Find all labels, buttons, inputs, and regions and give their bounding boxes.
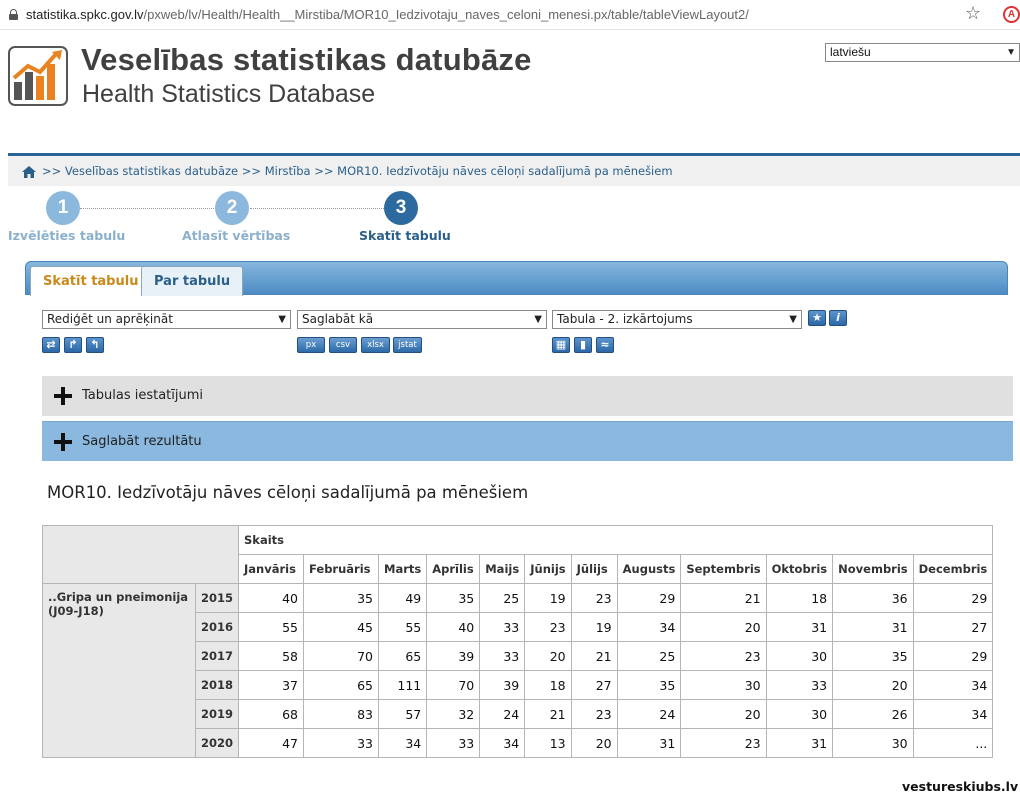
layout-value: Tabula - 2. izkārtojums	[557, 312, 693, 326]
layout-select[interactable]	[552, 310, 802, 329]
value-cell: 65	[379, 642, 427, 671]
value-cell: 33	[766, 671, 833, 700]
value-cell: 55	[239, 613, 304, 642]
line-chart-icon[interactable]: ≈	[596, 337, 614, 353]
value-cell: 34	[480, 729, 525, 758]
table-row	[43, 584, 993, 613]
chevron-down-icon: ▼	[534, 314, 542, 325]
value-cell: 30	[766, 642, 833, 671]
lock-icon	[9, 9, 18, 20]
language-select[interactable]	[825, 43, 1020, 62]
value-cell: 45	[304, 613, 379, 642]
url-path: /pxweb/lv/Health/Health__Mirstiba/MOR10_Iedzivotaju_naves_celoni_menesi.px/table/tableViewLayout2/	[143, 7, 749, 22]
value-cell: 20	[833, 671, 914, 700]
value-cell: 20	[571, 729, 617, 758]
month-header: Marts	[379, 555, 427, 584]
table-settings-accordion[interactable]	[42, 376, 1013, 416]
step-2-label[interactable]: Atlasīt vērtības	[182, 228, 291, 243]
language-value: latviešu	[830, 45, 871, 59]
value-cell: 31	[766, 729, 833, 758]
info-icon[interactable]: i	[829, 310, 847, 326]
breadcrumb-links[interactable]: >> Veselības statistikas datubāze >> Mirstība >> MOR10. Iedzīvotāju nāves cēloņi sadalījumā pa mēnešiem	[42, 164, 673, 178]
year-label: 2016	[196, 613, 239, 642]
value-cell: 35	[427, 584, 480, 613]
value-cell: 58	[239, 642, 304, 671]
watermark: vestureskiubs.lv	[902, 779, 1019, 794]
value-cell: 30	[766, 700, 833, 729]
value-cell: 65	[304, 671, 379, 700]
value-cell: 18	[766, 584, 833, 613]
pivot-counterclockwise-icon[interactable]: ↰	[86, 337, 104, 353]
plus-icon	[54, 433, 72, 451]
value-cell: 24	[617, 700, 681, 729]
value-cell: 21	[571, 642, 617, 671]
save-as-value: Saglabāt kā	[302, 312, 374, 326]
value-cell: 35	[617, 671, 681, 700]
value-cell: 23	[681, 729, 766, 758]
bar-chart-icon[interactable]: ▮	[574, 337, 592, 353]
extension-icon[interactable]: A	[1003, 6, 1020, 23]
value-cell: 23	[571, 584, 617, 613]
save-as-select[interactable]	[297, 310, 547, 329]
browser-address-bar	[0, 0, 1020, 30]
value-cell: 36	[833, 584, 914, 613]
value-cell: 55	[379, 613, 427, 642]
value-cell: 40	[239, 584, 304, 613]
value-cell: 37	[239, 671, 304, 700]
value-cell: 29	[913, 642, 993, 671]
month-header: Jūnijs	[525, 555, 571, 584]
value-cell: 23	[525, 613, 571, 642]
favorite-icon[interactable]: ★	[808, 310, 826, 326]
value-cell: 35	[304, 584, 379, 613]
year-label: 2018	[196, 671, 239, 700]
value-cell: 32	[427, 700, 480, 729]
star-icon[interactable]: ☆	[965, 3, 982, 24]
value-cell: 33	[304, 729, 379, 758]
pivot-icon[interactable]: ⇄	[42, 337, 60, 353]
value-cell: 21	[681, 584, 766, 613]
value-cell: 31	[766, 613, 833, 642]
value-cell: 39	[480, 671, 525, 700]
month-header: Novembris	[833, 555, 914, 584]
month-header: Septembris	[681, 555, 766, 584]
table-corner	[43, 526, 239, 584]
value-cell: 39	[427, 642, 480, 671]
logo-icon	[8, 46, 68, 106]
value-cell: 29	[617, 584, 681, 613]
save-jstat-button[interactable]: jstat	[393, 337, 422, 353]
year-label: 2015	[196, 584, 239, 613]
month-header: Maijs	[480, 555, 525, 584]
step-2-circle[interactable]: 2	[215, 191, 249, 225]
measure-header: Skaits	[239, 526, 993, 555]
month-header: Aprīlis	[427, 555, 480, 584]
value-cell: 19	[525, 584, 571, 613]
edit-calculate-select[interactable]	[42, 310, 291, 329]
year-label: 2020	[196, 729, 239, 758]
value-cell: 34	[617, 613, 681, 642]
step-3-circle: 3	[384, 191, 418, 225]
chevron-down-icon: ▼	[1006, 47, 1016, 58]
value-cell: 30	[833, 729, 914, 758]
value-cell: 33	[480, 642, 525, 671]
chevron-down-icon: ▼	[278, 314, 286, 325]
value-cell: 111	[379, 671, 427, 700]
table-settings-label: Tabulas iestatījumi	[82, 388, 204, 403]
step-connector	[250, 208, 390, 209]
value-cell: 23	[681, 642, 766, 671]
url-host: statistika.spkc.gov.lv	[26, 7, 144, 22]
value-cell: 57	[379, 700, 427, 729]
step-1-circle[interactable]: 1	[46, 191, 80, 225]
value-cell: 34	[913, 700, 993, 729]
value-cell: 31	[617, 729, 681, 758]
value-cell: 21	[525, 700, 571, 729]
pivot-clockwise-icon[interactable]: ↱	[64, 337, 82, 353]
value-cell: 47	[239, 729, 304, 758]
table-view-icon[interactable]: ▦	[552, 337, 570, 353]
save-xlsx-button[interactable]: xlsx	[361, 337, 390, 353]
table-title: MOR10. Iedzīvotāju nāves cēloņi sadalījumā pa mēnešiem	[47, 483, 529, 502]
value-cell: 27	[571, 671, 617, 700]
data-table	[42, 525, 993, 758]
value-cell: 20	[681, 700, 766, 729]
value-cell: 26	[833, 700, 914, 729]
value-cell: 34	[913, 671, 993, 700]
save-result-label: Saglabāt rezultātu	[82, 434, 202, 449]
value-cell: 68	[239, 700, 304, 729]
value-cell: 33	[427, 729, 480, 758]
month-header: Februāris	[304, 555, 379, 584]
month-header: Oktobris	[766, 555, 833, 584]
month-header: Augusts	[617, 555, 681, 584]
value-cell: 23	[571, 700, 617, 729]
site-title-english: Health Statistics Database	[82, 80, 376, 108]
month-header: Janvāris	[239, 555, 304, 584]
save-csv-button[interactable]: csv	[329, 337, 357, 353]
chevron-down-icon: ▼	[789, 314, 797, 325]
year-label: 2017	[196, 642, 239, 671]
value-cell: ...	[913, 729, 993, 758]
tab-about-table[interactable]: Par tabulu	[141, 266, 243, 296]
url-field[interactable]	[26, 7, 749, 22]
edit-calculate-value: Rediģēt un aprēķināt	[47, 312, 173, 326]
step-connector	[80, 208, 220, 209]
value-cell: 34	[379, 729, 427, 758]
value-cell: 49	[379, 584, 427, 613]
month-header: Decembris	[913, 555, 993, 584]
year-label: 2019	[196, 700, 239, 729]
value-cell: 25	[480, 584, 525, 613]
value-cell: 33	[480, 613, 525, 642]
value-cell: 27	[913, 613, 993, 642]
value-cell: 70	[427, 671, 480, 700]
value-cell: 13	[525, 729, 571, 758]
step-1-label[interactable]: Izvēlēties tabulu	[8, 228, 126, 243]
home-icon[interactable]	[22, 166, 36, 178]
save-px-button[interactable]: px	[297, 337, 325, 353]
step-3-label: Skatīt tabulu	[359, 228, 451, 243]
value-cell: 30	[681, 671, 766, 700]
site-title-latvian: Veselības statistikas datubāze	[81, 42, 532, 77]
breadcrumb	[8, 153, 1020, 186]
value-cell: 35	[833, 642, 914, 671]
month-header: Jūlijs	[571, 555, 617, 584]
value-cell: 40	[427, 613, 480, 642]
value-cell: 19	[571, 613, 617, 642]
value-cell: 70	[304, 642, 379, 671]
value-cell: 25	[617, 642, 681, 671]
value-cell: 29	[913, 584, 993, 613]
value-cell: 20	[525, 642, 571, 671]
value-cell: 83	[304, 700, 379, 729]
save-result-accordion[interactable]	[42, 421, 1013, 461]
value-cell: 20	[681, 613, 766, 642]
value-cell: 18	[525, 671, 571, 700]
cause-label: ..Gripa un pneimonija (J09-J18)	[43, 584, 196, 758]
tab-view-table[interactable]: Skatīt tabulu	[30, 266, 151, 296]
table-header-row	[43, 526, 993, 555]
value-cell: 31	[833, 613, 914, 642]
plus-icon	[54, 387, 72, 405]
value-cell: 24	[480, 700, 525, 729]
